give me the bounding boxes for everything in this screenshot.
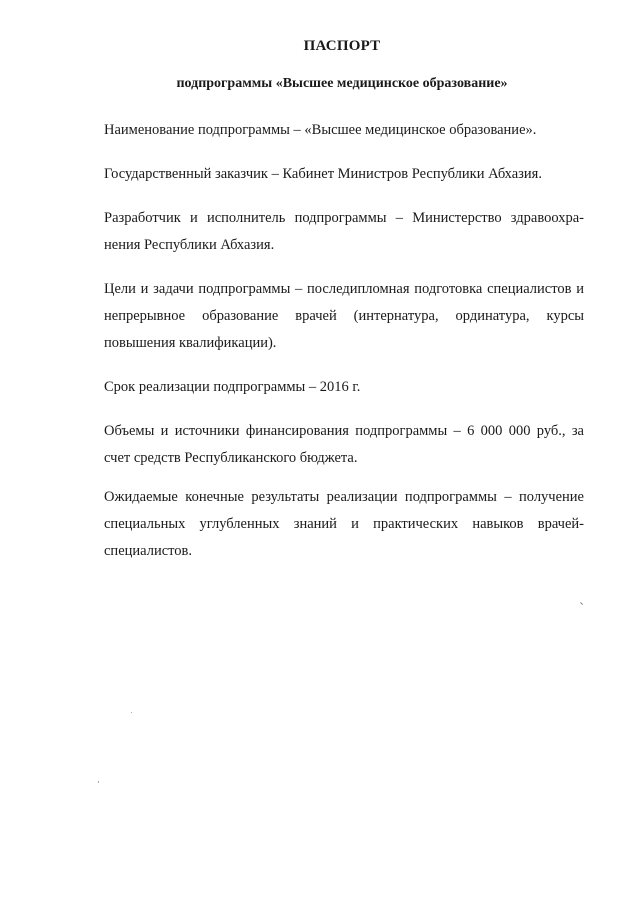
paragraph-funding: Объемы и источники финансирования подпрограммы – 6 000 000 руб., за счет средств Республиканского бюджета.	[104, 423, 584, 466]
paragraph-term: Срок реализации подпрограммы – 2016 г.	[104, 379, 361, 395]
paragraph-subprogram-name: Наименование подпрограммы – «Высшее медицинское образование».	[104, 122, 537, 138]
scan-speck	[98, 781, 99, 783]
document-subtitle: подпрограммы «Высшее медицинское образование»	[176, 76, 508, 91]
scan-speck	[131, 712, 132, 713]
paragraph-goals: Цели и задачи подпрограммы – последипломная подготовка специалистов и непрерывное образование врачей (интернатура, ординатура, курсы повышения квалификации).	[104, 281, 584, 351]
scan-speck	[580, 602, 583, 605]
paragraph-expected-results: Ожидаемые конечные результаты реализации подпрограммы – получение специальных углубленных знаний и практических навыков врачей-специалистов.	[104, 489, 584, 559]
document-title: ПАСПОРТ	[303, 38, 381, 54]
document-body	[104, 117, 584, 582]
paragraph-state-customer: Государственный заказчик – Кабинет Министров Республики Абхазия.	[104, 166, 542, 182]
paragraph-developer: Разработчик и исполнитель подпрограммы – Министерство здравоохра-нения Республики Абхазия.	[104, 210, 584, 253]
